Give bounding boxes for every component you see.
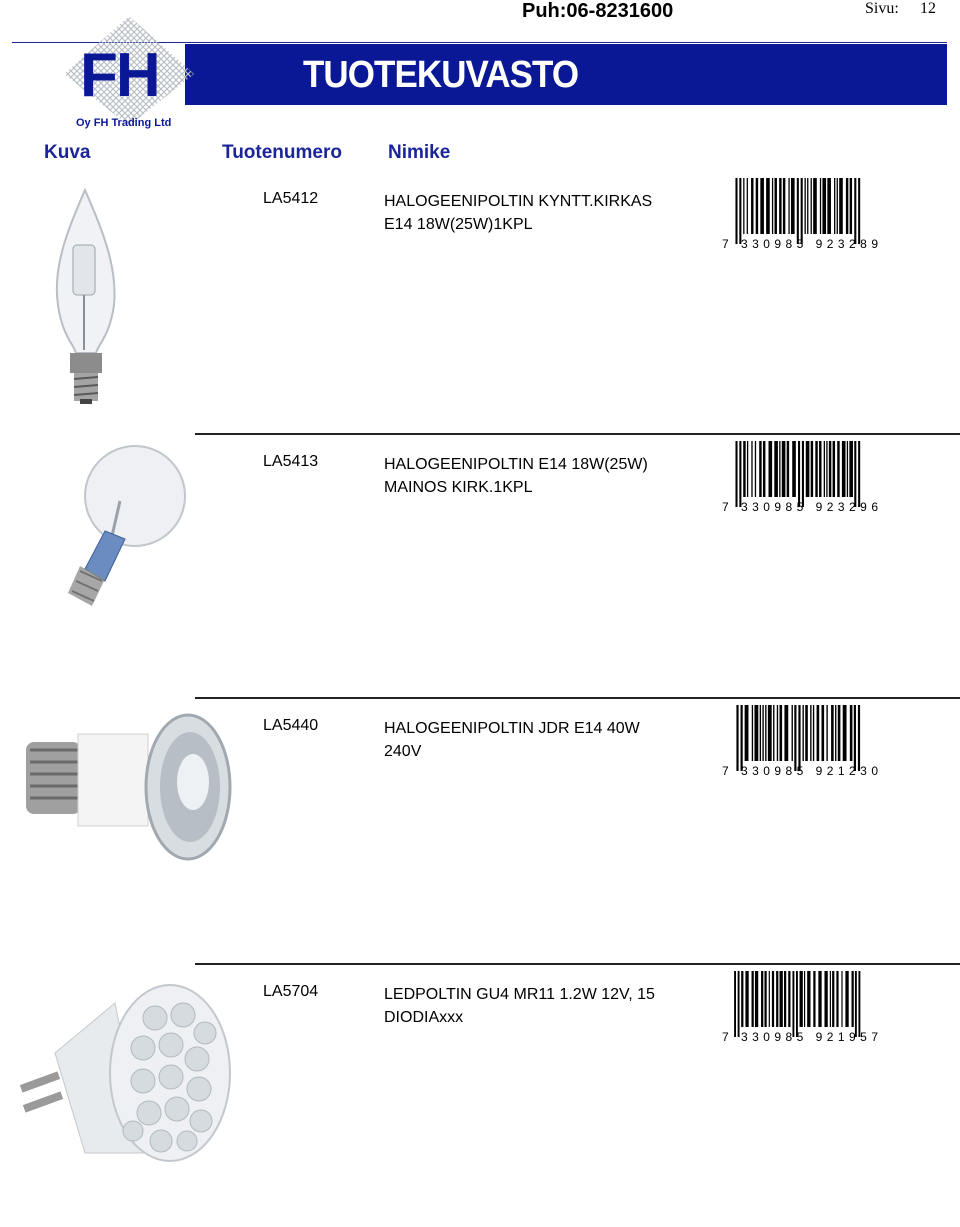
page-label: Sivu: <box>865 0 899 17</box>
barcode-bar <box>739 441 741 507</box>
page-number: 12 <box>920 0 936 17</box>
column-header-name: Nimike <box>388 142 451 163</box>
product-name <box>384 453 648 499</box>
barcode-bar <box>852 971 854 1027</box>
barcode <box>720 705 880 777</box>
barcode-bar <box>794 705 796 771</box>
barcode-bar <box>854 178 856 244</box>
barcode-bar <box>830 971 831 1027</box>
candle-bulb-icon <box>40 185 130 405</box>
barcode-bar <box>752 971 754 1027</box>
product-row <box>0 697 960 961</box>
barcode-bar <box>788 971 790 1027</box>
barcode-bar <box>842 441 846 497</box>
barcode-bar <box>839 178 843 234</box>
product-name-line1: LEDPOLTIN GU4 MR11 1.2W 12V, 15 <box>384 986 655 1003</box>
barcode-bar <box>855 971 857 1037</box>
barcode-bar <box>846 178 848 234</box>
barcode-bar <box>787 441 789 497</box>
barcode-bar <box>843 705 847 761</box>
barcode-bar <box>762 705 763 761</box>
barcode-bar <box>810 705 811 761</box>
product-code: LA5704 <box>263 983 319 1000</box>
product-name-line2: DIODIAxxx <box>384 1009 464 1026</box>
barcode-bar <box>792 971 794 1037</box>
barcode-bar <box>811 441 813 497</box>
barcode-bar <box>807 971 810 1027</box>
barcode-bar <box>792 705 793 761</box>
barcode-bar <box>854 705 856 771</box>
barcode-bar <box>850 705 853 761</box>
barcode-bar <box>806 441 810 497</box>
barcode-bar <box>743 441 745 497</box>
barcode-bar <box>858 178 860 244</box>
barcode-bar <box>784 971 786 1027</box>
barcode-bar <box>796 971 798 1037</box>
barcode <box>720 971 880 1043</box>
barcode-bar <box>837 178 838 234</box>
barcode-bar <box>747 178 748 234</box>
barcode-bar <box>836 971 838 1027</box>
barcode-bar <box>817 705 820 761</box>
logo-letters: FH <box>80 41 159 110</box>
barcode-bar <box>764 971 766 1027</box>
barcode-bar <box>769 971 770 1027</box>
barcode-bar <box>811 178 812 234</box>
barcode-bar <box>815 441 817 497</box>
barcode-bar <box>754 705 758 761</box>
barcode <box>720 178 880 250</box>
round-bulb-icon <box>50 441 190 611</box>
barcode-bar <box>776 971 778 1027</box>
led-bulb-icon <box>15 973 235 1168</box>
barcode-bar <box>766 178 770 234</box>
barcode-bar <box>760 178 764 234</box>
barcode-bar <box>845 971 848 1027</box>
barcode-bar <box>773 705 774 761</box>
barcode-bar <box>822 178 826 234</box>
barcode-bar <box>858 441 860 507</box>
barcode-bar <box>837 441 839 497</box>
barcode-bar <box>783 178 785 234</box>
barcode-bar <box>735 441 737 507</box>
barcode-bar <box>780 971 783 1027</box>
barcode-bar <box>807 178 808 234</box>
barcode-bar <box>798 441 800 507</box>
barcode-bar <box>792 441 796 497</box>
column-header-image: Kuva <box>44 142 91 163</box>
barcode-bar <box>797 178 799 244</box>
product-name-line2: 240V <box>384 743 422 760</box>
row-divider <box>195 433 960 435</box>
barcode-bar <box>802 705 803 761</box>
barcode-bar <box>788 178 789 234</box>
barcode-bar <box>736 705 738 771</box>
barcode-bar <box>829 441 831 497</box>
barcode-bar <box>760 705 761 761</box>
product-name <box>384 983 655 1029</box>
product-code: LA5440 <box>263 717 319 734</box>
barcode-bar <box>782 441 786 497</box>
barcode-bar <box>741 705 743 771</box>
barcode-bar <box>826 705 827 761</box>
barcode-bar <box>822 705 825 761</box>
barcode-bar <box>765 705 766 761</box>
barcode-bar <box>768 441 772 497</box>
barcode-bar <box>832 971 834 1027</box>
product-row <box>0 433 960 697</box>
barcode-bar <box>755 441 756 497</box>
barcode <box>720 441 880 513</box>
barcode-bar <box>738 971 740 1037</box>
barcode-digits: 7 330985 923296 <box>722 500 878 513</box>
company-logo <box>62 14 196 136</box>
barcode-bar <box>854 441 856 507</box>
barcode-bar <box>779 178 781 234</box>
row-divider <box>195 697 960 699</box>
barcode-bar <box>780 705 783 761</box>
barcode-digits: 7 330985 923289 <box>722 237 878 250</box>
row-divider <box>195 963 960 965</box>
product-row <box>0 170 960 434</box>
barcode-bar <box>751 178 753 234</box>
product-code: LA5413 <box>263 453 319 470</box>
barcode-bar <box>777 705 778 761</box>
barcode-bar <box>835 705 836 761</box>
barcode-bar <box>735 178 737 244</box>
barcode-bar <box>747 441 748 497</box>
barcode-bar <box>802 441 804 507</box>
catalog-title: TUOTEKUVASTO <box>303 54 579 96</box>
product-name <box>384 190 652 236</box>
barcode-bar <box>833 441 835 497</box>
product-name-line1: HALOGEENIPOLTIN E14 18W(25W) <box>384 456 648 473</box>
phone-number: Puh:06-8231600 <box>522 0 674 22</box>
barcode-bar <box>819 441 821 497</box>
barcode-bar <box>798 705 800 771</box>
barcode-bar <box>751 441 752 497</box>
barcode-digits: 7 330985 921230 <box>722 764 878 777</box>
barcode-bar <box>763 441 765 497</box>
barcode-bar <box>858 971 860 1037</box>
barcode-digits: 7 330985 921957 <box>722 1030 878 1043</box>
barcode-bar <box>813 178 817 234</box>
barcode-bar <box>824 971 827 1027</box>
barcode-bar <box>804 971 805 1027</box>
barcode-bar <box>805 705 808 761</box>
barcode-bar <box>774 441 778 497</box>
product-name-line2: MAINOS KIRK.1KPL <box>384 479 533 496</box>
barcode-bar <box>761 971 763 1027</box>
barcode-bar <box>827 178 831 234</box>
barcode-bar <box>784 705 788 761</box>
barcode-bar <box>838 705 841 761</box>
product-row <box>0 963 960 1227</box>
barcode-bar <box>847 441 848 497</box>
barcode-bar <box>849 441 853 497</box>
barcode-bar <box>752 705 753 761</box>
barcode-bar <box>739 178 741 244</box>
barcode-bar <box>768 705 772 761</box>
product-name-line1: HALOGEENIPOLTIN JDR E14 40W <box>384 720 640 737</box>
barcode-bar <box>734 971 736 1037</box>
barcode-bar <box>801 178 803 244</box>
barcode-bar <box>800 971 803 1027</box>
barcode-bar <box>772 971 774 1027</box>
barcode-bar <box>755 971 758 1027</box>
title-banner <box>185 44 947 105</box>
product-name-line2: E14 18W(25W)1KPL <box>384 216 533 233</box>
column-header-code: Tuotenumero <box>222 142 342 163</box>
barcode-bar <box>772 178 773 234</box>
barcode-bar <box>759 441 761 497</box>
barcode-bar <box>741 971 743 1027</box>
barcode-bar <box>791 178 795 234</box>
barcode-bar <box>779 441 780 497</box>
reflector-bulb-icon <box>18 712 238 872</box>
barcode-bar <box>858 705 860 771</box>
logo-company: Oy FH Trading Ltd <box>76 117 172 129</box>
barcode-bar <box>745 705 749 761</box>
product-code: LA5412 <box>263 190 319 207</box>
product-name-line1: HALOGEENIPOLTIN KYNTT.KIRKAS <box>384 193 653 210</box>
barcode-bar <box>805 178 806 234</box>
barcode-bar <box>831 705 834 761</box>
barcode-bar <box>813 971 815 1027</box>
barcode-bar <box>826 441 827 497</box>
barcode-bar <box>743 178 744 234</box>
barcode-bar <box>813 705 814 761</box>
barcode-bar <box>824 441 825 497</box>
barcode-bar <box>756 178 758 234</box>
barcode-bar <box>745 971 748 1027</box>
barcode-bar <box>818 971 821 1027</box>
barcode-bar <box>820 178 821 234</box>
product-name <box>384 717 640 763</box>
barcode-bar <box>834 178 835 234</box>
barcode-bar <box>775 178 777 234</box>
barcode-bar <box>841 971 842 1027</box>
barcode-bar <box>850 178 852 234</box>
